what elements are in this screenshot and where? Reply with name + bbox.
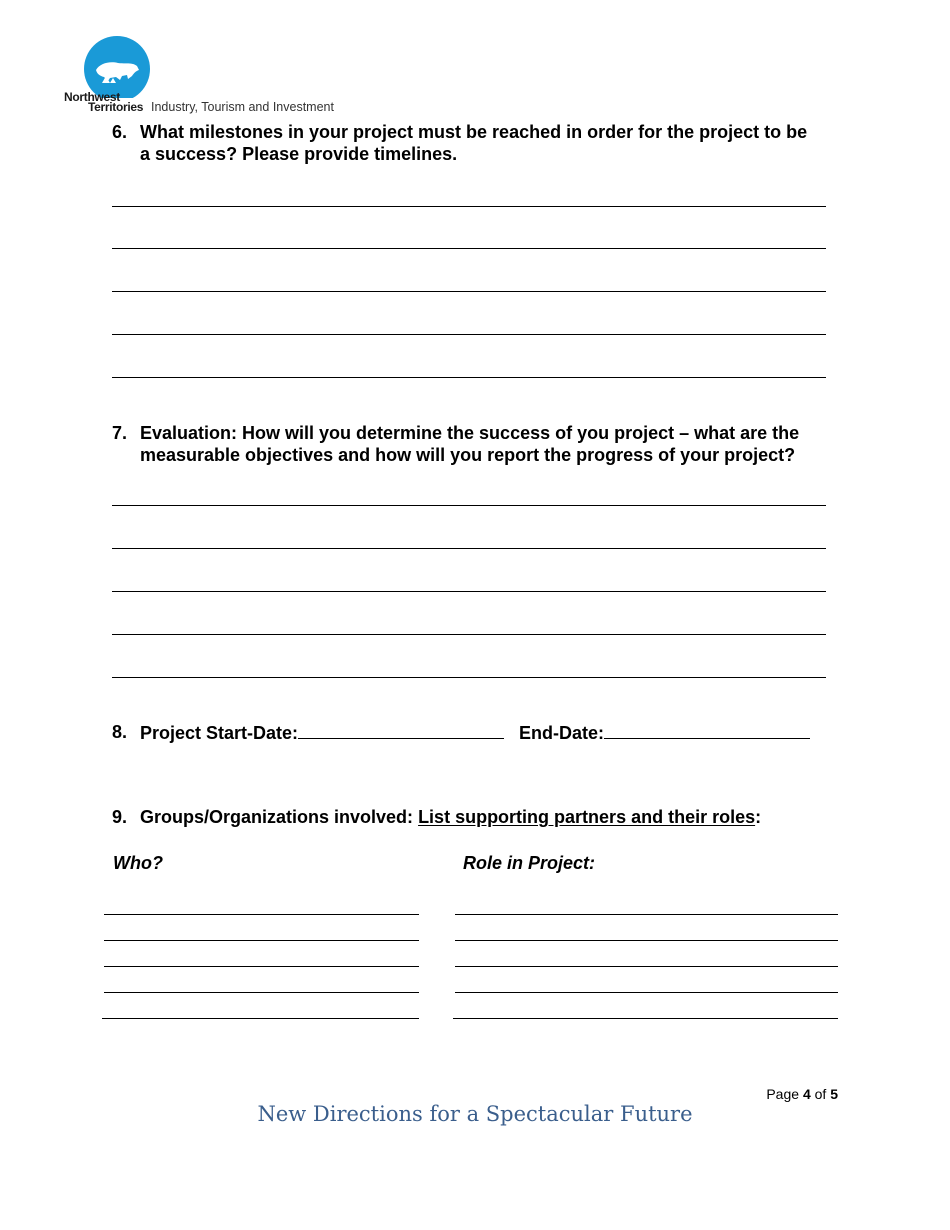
- role-line[interactable]: [453, 1018, 838, 1019]
- question-9: [112, 806, 832, 828]
- start-date-field[interactable]: [298, 721, 504, 739]
- answer-line[interactable]: [112, 505, 826, 506]
- footer-slogan: New Directions for a Spectacular Future: [257, 1102, 693, 1126]
- question-number: 6.: [112, 122, 128, 142]
- question-underlined: List supporting partners and their roles: [418, 807, 756, 827]
- question-number: 7.: [112, 423, 128, 443]
- who-line[interactable]: [104, 940, 419, 941]
- answer-line[interactable]: [112, 548, 826, 549]
- question-text: What milestones in your project must be reached in order for the project to be a success? Please provide timelines.: [140, 122, 808, 164]
- answer-line[interactable]: [112, 377, 826, 378]
- who-line[interactable]: [102, 1018, 419, 1019]
- answer-line[interactable]: [112, 291, 826, 292]
- answer-line[interactable]: [112, 634, 826, 635]
- answer-line[interactable]: [112, 206, 826, 207]
- who-line[interactable]: [104, 966, 419, 967]
- column-role: Role in Project:: [463, 853, 596, 873]
- page-number: Page 4 of 5: [766, 1086, 838, 1102]
- question-trail: :: [755, 807, 762, 827]
- question-8: [112, 721, 832, 744]
- role-line[interactable]: [455, 992, 838, 993]
- question-text: Evaluation: How will you determine the success of you project – what are the measurable objectives and how will you report the progress of your project?: [140, 423, 800, 465]
- answer-line[interactable]: [112, 677, 826, 678]
- department-name: Industry, Tourism and Investment: [151, 100, 334, 114]
- question-6: [112, 121, 812, 165]
- answer-line[interactable]: [112, 248, 826, 249]
- gnwt-logo: [62, 36, 362, 116]
- logo-territories: Territories: [88, 100, 144, 114]
- question-number: 9.: [112, 807, 128, 827]
- polar-bear-logo-icon: [82, 36, 152, 98]
- logo-northwest: Northwest: [64, 90, 120, 104]
- answer-line[interactable]: [112, 591, 826, 592]
- end-date-field[interactable]: [604, 721, 810, 739]
- question-lead: Groups/Organizations involved:: [140, 807, 414, 827]
- question-7: [112, 422, 832, 466]
- who-line[interactable]: [104, 992, 419, 993]
- question-number: 8.: [112, 722, 128, 742]
- start-date-label: Project Start-Date:: [140, 723, 299, 743]
- role-line[interactable]: [455, 914, 838, 915]
- column-who: Who?: [113, 853, 163, 873]
- who-line[interactable]: [104, 914, 419, 915]
- end-date-label: End-Date:: [519, 723, 605, 743]
- role-line[interactable]: [455, 940, 838, 941]
- role-line[interactable]: [455, 966, 838, 967]
- answer-line[interactable]: [112, 334, 826, 335]
